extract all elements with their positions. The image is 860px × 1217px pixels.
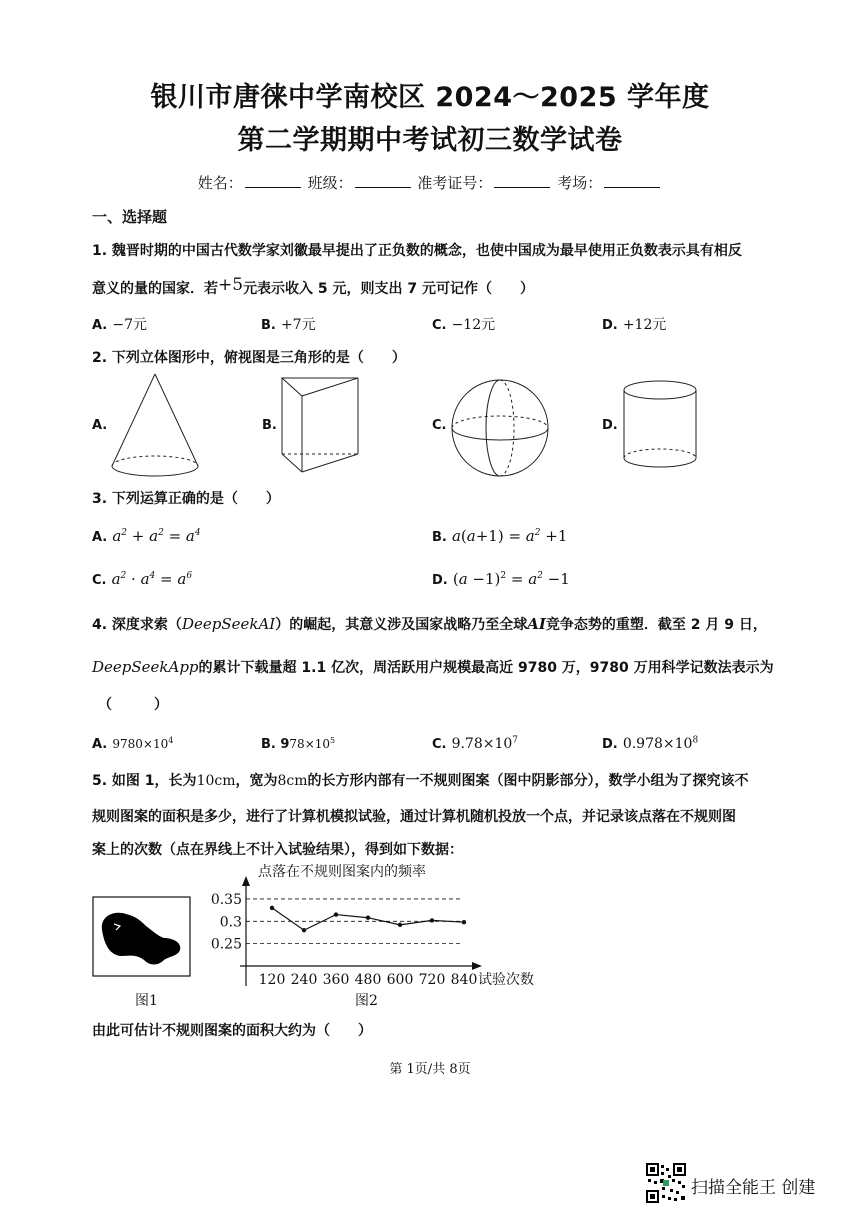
q4-text-c: 竞争态势的重塑．截至 2 月 9 日， <box>545 617 767 633</box>
q3-option-a[interactable] <box>92 526 201 545</box>
option-letter: C. <box>432 318 447 333</box>
q4-option-b[interactable] <box>261 733 335 752</box>
name-label: 姓名： <box>197 174 243 192</box>
option-text: −12元 <box>451 317 496 333</box>
exam-title-line1: 银川市唐徕中学南校区 2024～2025 学年度 <box>150 82 710 113</box>
name-blank[interactable] <box>245 174 301 188</box>
q1-option-b[interactable] <box>261 314 316 334</box>
class-blank[interactable] <box>355 174 411 188</box>
option-letter: D. <box>602 318 618 333</box>
data-point <box>334 912 338 916</box>
section-heading: 一、选择题 <box>92 208 168 226</box>
q4-b-value: $78\times 10^5$ <box>289 736 336 751</box>
y-tick-label: 0.25 <box>210 936 242 953</box>
q5-stem-line1 <box>92 770 749 790</box>
y-axis-arrow <box>242 876 250 886</box>
data-point <box>302 928 306 932</box>
q1-option-a[interactable] <box>92 314 147 334</box>
frequency-line-chart <box>210 858 550 988</box>
prism-icon <box>278 374 366 478</box>
x-tick-labels <box>259 972 478 988</box>
student-info-row <box>0 172 860 193</box>
option-text: +7元 <box>280 317 316 333</box>
q1-plus5: +5 <box>218 275 244 295</box>
q4-text-a: 4. 深度求索（ <box>92 617 182 633</box>
option-letter: A. <box>92 737 108 752</box>
irregular-blob <box>102 913 180 965</box>
q4-text-line2: 的累计下载量超 1.1 亿次，周活跃用户规模最高近 9780 万，9780 万用科学记数法表示为 <box>198 660 774 676</box>
q4-deepseekapp: DeepSeekApp <box>92 658 199 676</box>
ticket-blank[interactable] <box>494 174 550 188</box>
q4-text-b: ）的崛起，其意义涉及国家战略乃至全球 <box>275 617 528 633</box>
x-axis-label: 试验次数 <box>478 972 534 988</box>
option-letter: D. <box>432 573 448 588</box>
q2-stem: 2. 下列立体图形中，俯视图是三角形的是（ ） <box>92 350 406 366</box>
room-label: 考场： <box>557 174 603 192</box>
q3-c-expression: $a^2 \cdot a^4 = a^6$ <box>111 570 193 588</box>
page-number: 第 1页/共 8页 <box>389 1062 471 1077</box>
q1-stem-line1: 1. 魏晋时期的中国古代数学家刘徽最早提出了正负数的概念，也使中国成为最早使用正负数表示具有相反 <box>92 243 742 259</box>
frequency-series-points <box>270 906 466 933</box>
class-label: 班级： <box>307 174 353 192</box>
q1-text-a: 意义的量的国家．若 <box>92 281 218 297</box>
scanner-watermark: 扫描全能王 创建 <box>691 1178 816 1198</box>
sphere-icon <box>448 376 552 480</box>
option-letter: B. <box>432 530 447 545</box>
q4-stem-line1 <box>92 614 767 634</box>
q2-option-d-label[interactable]: D. <box>602 418 618 433</box>
x-tick-label: 360 <box>322 972 350 988</box>
option-text: +12元 <box>622 317 667 333</box>
option-letter: A. <box>92 318 108 333</box>
option-text: −7元 <box>112 317 147 333</box>
q5-followup: 由此可估计不规则图案的面积大约为（ ） <box>92 1023 372 1039</box>
q3-stem: 3. 下列运算正确的是（ ） <box>92 491 280 507</box>
option-letter: C. <box>432 737 447 752</box>
exam-title-line2: 第二学期期中考试初三数学试卷 <box>237 125 623 156</box>
x-axis-arrow <box>472 962 482 970</box>
room-blank[interactable] <box>604 174 660 188</box>
q4-ai: AI <box>527 615 546 633</box>
option-letter: B. <box>261 318 276 333</box>
q4-option-c[interactable] <box>432 733 518 752</box>
q4-option-a[interactable] <box>92 733 173 752</box>
figure2-caption: 图2 <box>355 993 378 1009</box>
q3-b-expression: $a(a+1) = a^2 +1$ <box>451 527 568 545</box>
q4-deepseekai: DeepSeekAI <box>181 615 276 633</box>
ticket-label: 准考证号： <box>417 174 493 192</box>
q5-stem-line2: 规则图案的面积是多少，进行了计算机模拟试验，通过计算机随机投放一个点，并记录该点落在不规则图 <box>92 809 736 825</box>
q3-option-c[interactable] <box>92 569 192 588</box>
figure1-rectangle <box>92 896 192 978</box>
q5-width: 8cm <box>277 773 308 789</box>
x-tick-label: 120 <box>258 972 286 988</box>
option-letter: D. <box>602 737 618 752</box>
q3-option-b[interactable] <box>432 526 567 545</box>
chart-title: 点落在不规则图案内的频率 <box>258 864 426 880</box>
q1-stem-line2 <box>92 275 535 298</box>
y-tick-labels <box>211 892 242 953</box>
q1-option-d[interactable] <box>602 314 666 334</box>
q3-option-d[interactable] <box>432 569 570 588</box>
data-point <box>430 918 434 922</box>
q2-option-a-label[interactable]: A. <box>92 418 108 433</box>
q5-length: 10cm <box>196 773 236 789</box>
x-tick-label: 840 <box>450 972 478 988</box>
option-letter: C. <box>92 573 107 588</box>
q5-text-a: 5. 如图 1，长为 <box>92 773 197 789</box>
x-tick-label: 480 <box>354 972 382 988</box>
q1-option-c[interactable] <box>432 314 495 334</box>
q1-text-b: 元表示收入 5 元，则支出 7 元可记作（ ） <box>243 281 535 297</box>
q2-option-c-label[interactable]: C. <box>432 418 447 433</box>
x-tick-label: 720 <box>418 972 446 988</box>
q4-a-value: $9780\times 10^4$ <box>112 736 174 751</box>
qr-code-icon <box>646 1163 686 1203</box>
data-point <box>398 923 402 927</box>
y-tick-label: 0.3 <box>219 914 242 931</box>
q5-text-b: ，宽为 <box>235 773 278 789</box>
q4-stem-line2 <box>92 657 774 677</box>
q4-answer-paren: （ ） <box>98 697 168 713</box>
q5-stem-line3: 案上的次数（点在界线上不计入试验结果），得到如下数据： <box>92 842 463 858</box>
y-tick-label: 0.35 <box>210 891 242 908</box>
data-point <box>270 906 274 910</box>
q4-c-value: $9.78\times 10^7$ <box>451 735 519 752</box>
cone-icon <box>105 370 205 480</box>
q5-text-c: 的长方形内部有一不规则图案（图中阴影部分），数学小组为了探究该不 <box>307 773 749 789</box>
option-letter: B. 9 <box>261 737 290 752</box>
data-point <box>366 916 370 920</box>
q3-d-expression: $(a -1)^2 = a^2 -1$ <box>452 570 570 588</box>
figure1-caption: 图1 <box>135 993 158 1009</box>
x-tick-label: 240 <box>290 972 318 988</box>
cylinder-icon <box>620 378 700 472</box>
q3-a-expression: $a^2 + a^2 = a^4$ <box>112 527 201 545</box>
x-tick-label: 600 <box>386 972 414 988</box>
option-letter: A. <box>92 530 108 545</box>
data-point <box>462 920 466 924</box>
q4-option-d[interactable] <box>602 733 698 752</box>
q4-d-value: $0.978\times 10^8$ <box>622 735 699 752</box>
q2-option-b-label[interactable]: B. <box>262 418 277 433</box>
